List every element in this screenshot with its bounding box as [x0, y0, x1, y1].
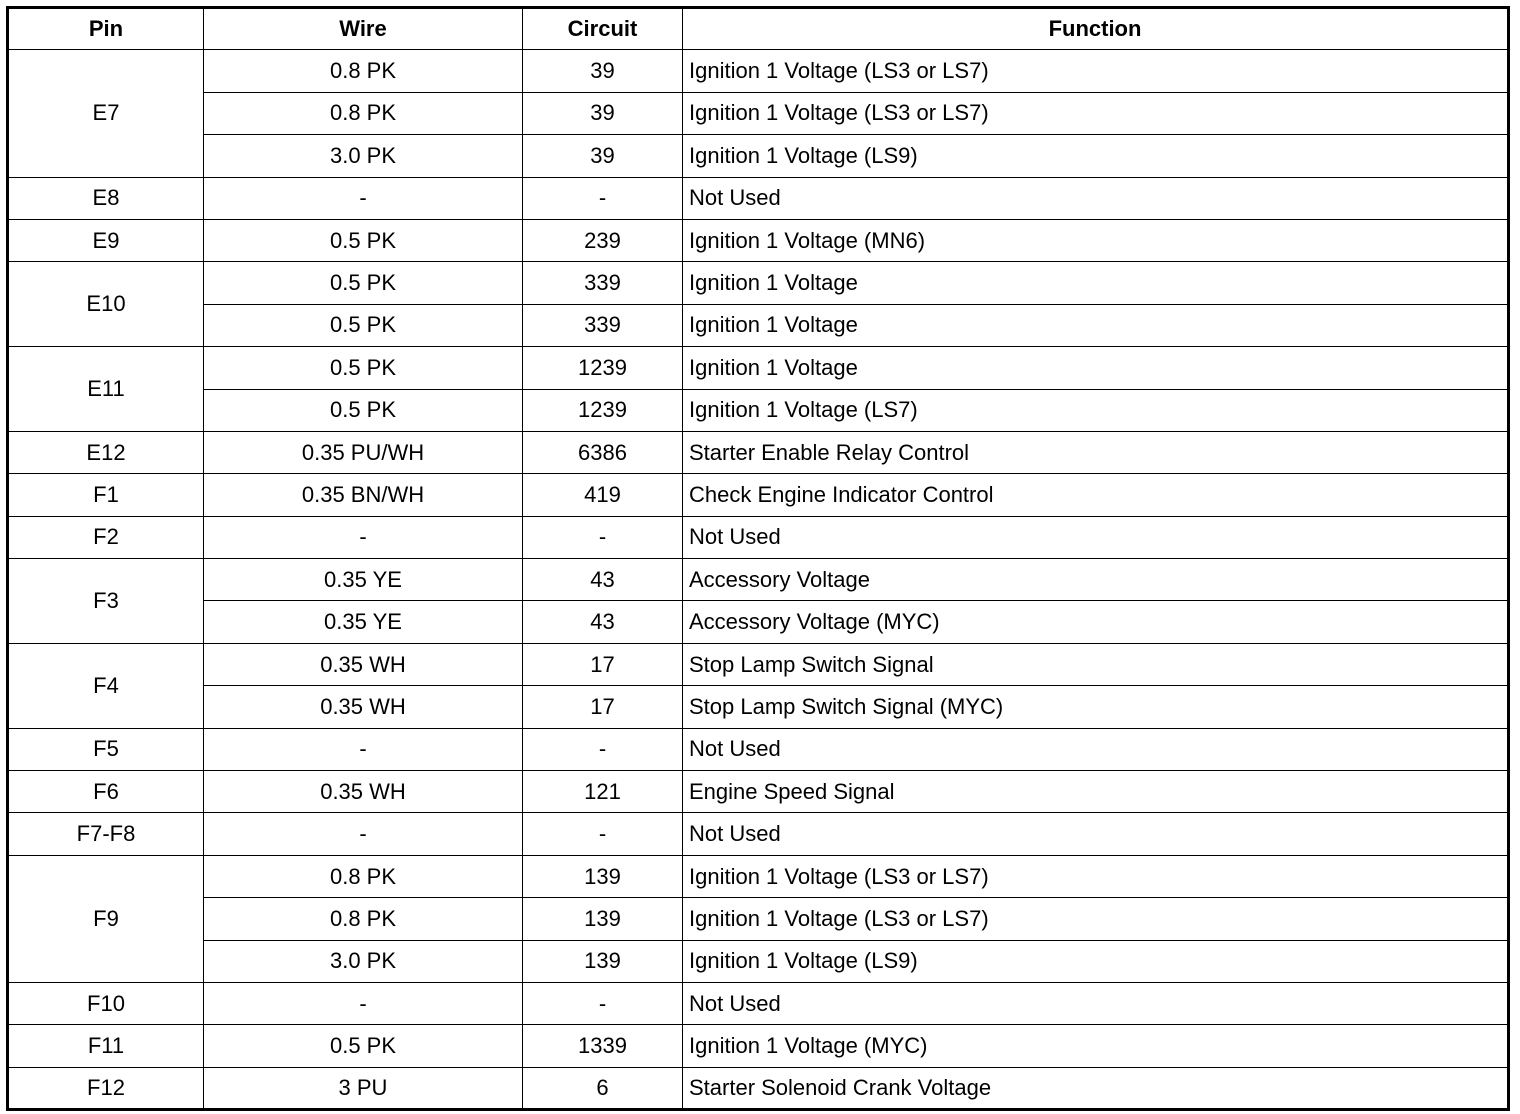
wire-cell: 0.5 PK: [204, 389, 523, 431]
pin-cell: E12: [8, 431, 204, 473]
wire-cell: -: [204, 982, 523, 1024]
circuit-cell: 121: [523, 771, 683, 813]
table-row: [8, 135, 1509, 177]
circuit-cell: 6: [523, 1067, 683, 1109]
table-row: [8, 728, 1509, 770]
table-row: [8, 389, 1509, 431]
table-row: [8, 347, 1509, 389]
circuit-cell: 339: [523, 262, 683, 304]
circuit-cell: 6386: [523, 431, 683, 473]
circuit-cell: 1339: [523, 1025, 683, 1067]
table-row: [8, 643, 1509, 685]
table-row: [8, 982, 1509, 1024]
header-function: Function: [683, 8, 1509, 50]
pin-cell: E8: [8, 177, 204, 219]
table-row: [8, 559, 1509, 601]
circuit-cell: 39: [523, 92, 683, 134]
circuit-cell: 1239: [523, 389, 683, 431]
wire-cell: 0.35 WH: [204, 771, 523, 813]
pin-cell: E11: [8, 347, 204, 432]
function-cell: Starter Solenoid Crank Voltage: [683, 1067, 1509, 1109]
table-row: [8, 177, 1509, 219]
pin-cell: F6: [8, 771, 204, 813]
wire-cell: 0.8 PK: [204, 855, 523, 897]
circuit-cell: 139: [523, 940, 683, 982]
circuit-cell: 43: [523, 559, 683, 601]
pin-cell: F11: [8, 1025, 204, 1067]
function-cell: Accessory Voltage: [683, 559, 1509, 601]
wire-cell: 0.5 PK: [204, 219, 523, 261]
function-cell: Ignition 1 Voltage (LS9): [683, 135, 1509, 177]
function-cell: Accessory Voltage (MYC): [683, 601, 1509, 643]
wire-cell: 0.5 PK: [204, 262, 523, 304]
circuit-cell: 39: [523, 50, 683, 92]
function-cell: Ignition 1 Voltage (LS3 or LS7): [683, 50, 1509, 92]
pin-cell: F10: [8, 982, 204, 1024]
pin-cell: F3: [8, 559, 204, 644]
wire-cell: 3 PU: [204, 1067, 523, 1109]
table-row: [8, 50, 1509, 92]
function-cell: Engine Speed Signal: [683, 771, 1509, 813]
function-cell: Ignition 1 Voltage (LS3 or LS7): [683, 92, 1509, 134]
function-cell: Ignition 1 Voltage (MYC): [683, 1025, 1509, 1067]
table-row: [8, 601, 1509, 643]
circuit-cell: 17: [523, 686, 683, 728]
circuit-cell: 139: [523, 855, 683, 897]
table-row: [8, 304, 1509, 346]
header-pin: Pin: [8, 8, 204, 50]
table-row: [8, 940, 1509, 982]
table-row: [8, 1025, 1509, 1067]
function-cell: Ignition 1 Voltage (LS9): [683, 940, 1509, 982]
function-cell: Stop Lamp Switch Signal (MYC): [683, 686, 1509, 728]
pin-cell: E7: [8, 50, 204, 177]
pin-cell: F4: [8, 643, 204, 728]
pin-cell: F9: [8, 855, 204, 982]
wire-cell: -: [204, 813, 523, 855]
circuit-cell: -: [523, 177, 683, 219]
wire-cell: 0.8 PK: [204, 898, 523, 940]
table-body: [8, 50, 1509, 1110]
function-cell: Stop Lamp Switch Signal: [683, 643, 1509, 685]
wire-cell: 0.8 PK: [204, 92, 523, 134]
pin-cell: F2: [8, 516, 204, 558]
wire-cell: 3.0 PK: [204, 940, 523, 982]
function-cell: Not Used: [683, 177, 1509, 219]
wire-cell: 0.35 BN/WH: [204, 474, 523, 516]
table-row: [8, 219, 1509, 261]
circuit-cell: 139: [523, 898, 683, 940]
function-cell: Starter Enable Relay Control: [683, 431, 1509, 473]
table-header-row: [8, 8, 1509, 50]
wire-cell: 0.5 PK: [204, 347, 523, 389]
circuit-cell: 17: [523, 643, 683, 685]
wire-cell: 0.35 WH: [204, 643, 523, 685]
pin-cell: F7-F8: [8, 813, 204, 855]
table-row: [8, 516, 1509, 558]
circuit-cell: 339: [523, 304, 683, 346]
circuit-cell: -: [523, 516, 683, 558]
header-wire: Wire: [204, 8, 523, 50]
function-cell: Ignition 1 Voltage: [683, 262, 1509, 304]
table-row: [8, 686, 1509, 728]
function-cell: Not Used: [683, 516, 1509, 558]
wire-cell: 3.0 PK: [204, 135, 523, 177]
function-cell: Ignition 1 Voltage: [683, 347, 1509, 389]
header-circuit: Circuit: [523, 8, 683, 50]
circuit-cell: 419: [523, 474, 683, 516]
circuit-cell: 43: [523, 601, 683, 643]
function-cell: Ignition 1 Voltage (LS3 or LS7): [683, 855, 1509, 897]
table-row: [8, 813, 1509, 855]
circuit-cell: -: [523, 982, 683, 1024]
table-row: [8, 855, 1509, 897]
wire-cell: 0.8 PK: [204, 50, 523, 92]
wire-cell: 0.35 PU/WH: [204, 431, 523, 473]
table-row: [8, 262, 1509, 304]
circuit-cell: -: [523, 813, 683, 855]
function-cell: Ignition 1 Voltage (LS3 or LS7): [683, 898, 1509, 940]
pin-cell: E10: [8, 262, 204, 347]
function-cell: Not Used: [683, 728, 1509, 770]
circuit-cell: -: [523, 728, 683, 770]
circuit-cell: 39: [523, 135, 683, 177]
pinout-table-container: [6, 6, 1510, 1111]
function-cell: Check Engine Indicator Control: [683, 474, 1509, 516]
wire-cell: -: [204, 177, 523, 219]
circuit-cell: 1239: [523, 347, 683, 389]
table-row: [8, 474, 1509, 516]
wire-cell: -: [204, 516, 523, 558]
table-row: [8, 898, 1509, 940]
table-row: [8, 92, 1509, 134]
pin-cell: F5: [8, 728, 204, 770]
wire-cell: 0.5 PK: [204, 304, 523, 346]
function-cell: Ignition 1 Voltage (MN6): [683, 219, 1509, 261]
function-cell: Not Used: [683, 813, 1509, 855]
table-row: [8, 771, 1509, 813]
function-cell: Not Used: [683, 982, 1509, 1024]
table-row: [8, 1067, 1509, 1109]
wire-cell: 0.35 YE: [204, 559, 523, 601]
pin-cell: E9: [8, 219, 204, 261]
connector-pinout-table: [6, 6, 1510, 1111]
circuit-cell: 239: [523, 219, 683, 261]
pin-cell: F12: [8, 1067, 204, 1109]
function-cell: Ignition 1 Voltage: [683, 304, 1509, 346]
table-row: [8, 431, 1509, 473]
function-cell: Ignition 1 Voltage (LS7): [683, 389, 1509, 431]
wire-cell: -: [204, 728, 523, 770]
pin-cell: F1: [8, 474, 204, 516]
wire-cell: 0.35 WH: [204, 686, 523, 728]
wire-cell: 0.5 PK: [204, 1025, 523, 1067]
wire-cell: 0.35 YE: [204, 601, 523, 643]
